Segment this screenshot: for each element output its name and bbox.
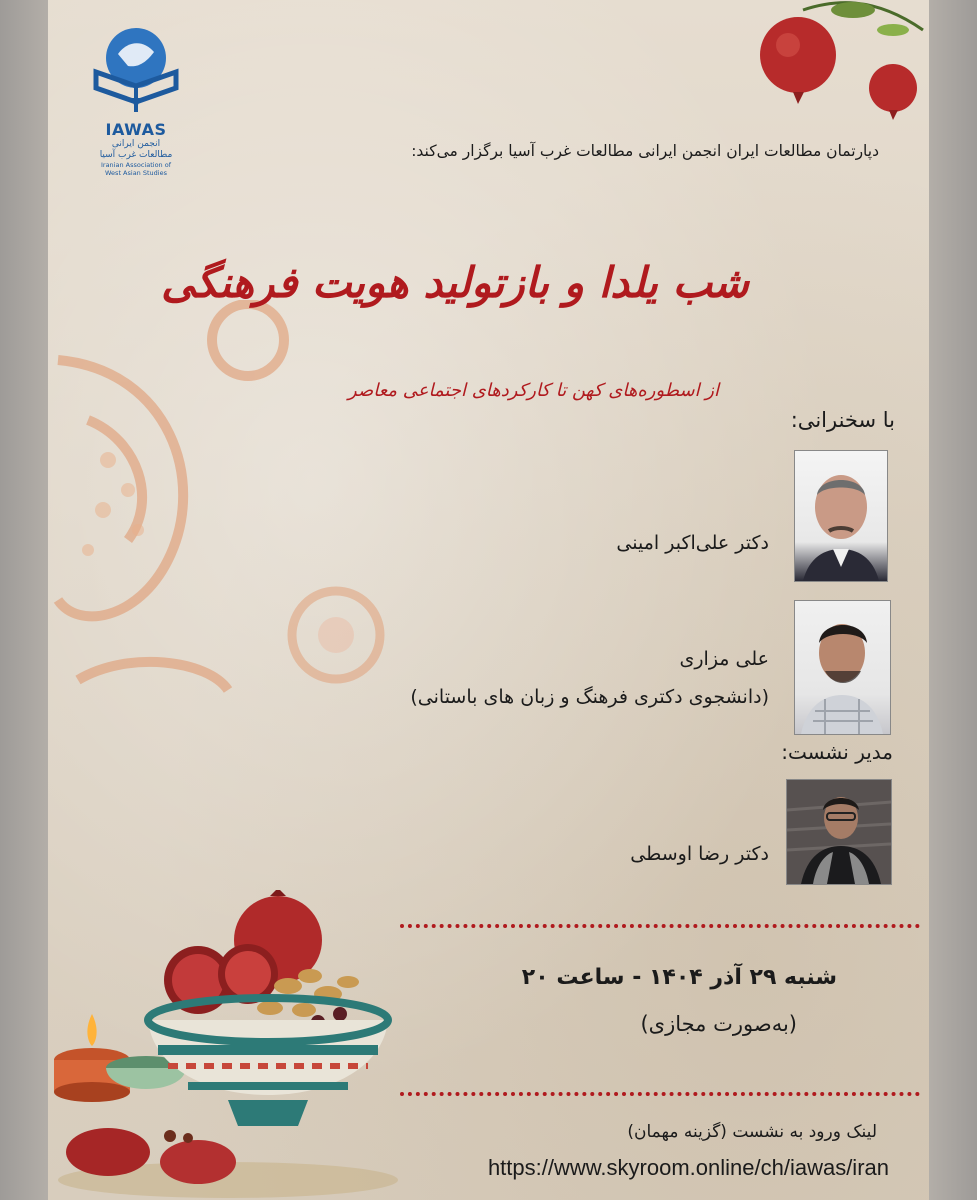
pomegranate-pattern-decoration	[48, 300, 308, 760]
speaker-2-photo	[794, 600, 891, 735]
event-format: (به‌صورت مجازی)	[640, 1012, 797, 1036]
logo-name: IAWAS	[105, 120, 167, 139]
link-label: لینک ورود به نشست (گزینه مهمان)	[627, 1122, 877, 1142]
moderator-photo	[786, 779, 892, 885]
globe-book-icon	[88, 16, 184, 116]
moderator-label: مدیر نشست:	[781, 740, 893, 764]
speaker-2-description: (دانشجوی دکتری فرهنگ و زبان های باستانی)	[410, 686, 769, 708]
divider-bottom	[400, 1092, 920, 1096]
moderator-name: دکتر رضا اوسطی	[630, 843, 769, 865]
speaker-1-photo	[794, 450, 888, 582]
logo-fa-line-2: مطالعات غرب آسیا	[99, 150, 173, 160]
event-date: شنبه ۲۹ آذر ۱۴۰۴ - ساعت ۲۰	[521, 965, 837, 990]
speakers-label: با سخنرانی:	[790, 408, 895, 432]
logo-en-line-1: Iranian Association of	[100, 161, 171, 169]
yalda-fruit-bowl-illustration	[48, 890, 408, 1200]
logo-en-line-2: West Asian Studies	[105, 169, 167, 177]
skyroom-link[interactable]: https://www.skyroom.online/ch/iawas/iran	[487, 1155, 889, 1180]
event-subtitle: از اسطوره‌های کهن تا کارکردهای اجتماعی معاصر	[348, 380, 719, 401]
speaker-2-name: علی مزاری	[679, 648, 769, 670]
pomegranate-motif-decoration	[276, 580, 396, 690]
intro-text: دپارتمان مطالعات ایران انجمن ایرانی مطالعات غرب آسیا برگزار می‌کند:	[411, 142, 879, 160]
event-title: شب یلدا و بازتولید هویت فرهنگی	[161, 258, 749, 307]
iawas-logo	[84, 16, 188, 177]
pomegranates-icon	[743, 0, 929, 125]
speaker-1-name: دکتر علی‌اکبر امینی	[616, 532, 769, 554]
logo-fa-line-1: انجمن ایرانی	[111, 139, 161, 149]
divider-top	[400, 924, 920, 928]
right-frame	[929, 0, 977, 1200]
poster	[48, 0, 929, 1200]
left-frame	[0, 0, 48, 1200]
